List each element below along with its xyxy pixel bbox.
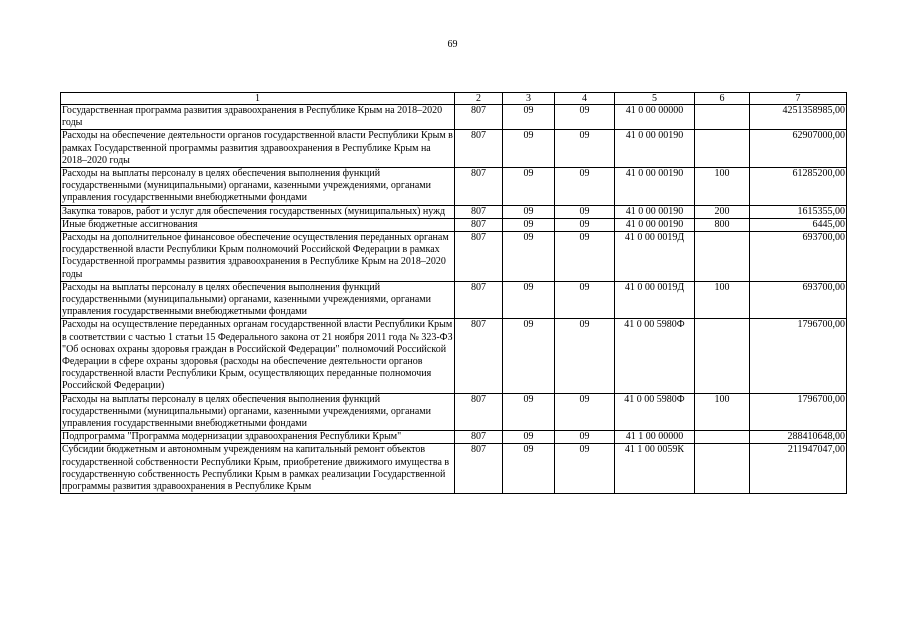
- row-code-ministry: 807: [455, 319, 503, 393]
- row-code-section: 09: [503, 130, 555, 168]
- row-code-ministry: 807: [455, 444, 503, 494]
- column-header: 6: [695, 93, 750, 105]
- row-code-section: 09: [503, 444, 555, 494]
- row-code-ministry: 807: [455, 393, 503, 431]
- table-row: [61, 393, 847, 431]
- row-name: Субсидии бюджетным и автономным учреждениям на капитальный ремонт объектов государственной собственности Республики Крым, приобретение движимого имущества в государственную собственность Республики Крым в рамках реализации Государственной программы развития здравоохранения в Республике Крым: [61, 444, 455, 494]
- row-code-expense-type: 100: [695, 168, 750, 206]
- row-amount: 288410648,00: [750, 431, 847, 444]
- row-code-ministry: 807: [455, 232, 503, 282]
- row-code-subsection: 09: [555, 232, 615, 282]
- row-amount: 4251358985,00: [750, 105, 847, 130]
- row-code-expense-type: 100: [695, 393, 750, 431]
- row-name: Расходы на осуществление переданных органам государственной власти Республики Крым в соответствии с частью 1 статьи 15 Федерального закона от 21 ноября 2011 года № 323-ФЗ "Об основах охраны здоровья граждан в Российской Федерации" полномочий Российской Федерации в сфере охраны здоровья (расходы на обеспечение деятельности органов государственной власти Республики Крым, осуществляющих переданные полномочия Российской Федерации): [62, 319, 453, 392]
- row-code-target: 41 0 00 0019Д: [615, 232, 695, 282]
- row-code-target: 41 0 00 00190: [615, 218, 695, 231]
- row-code-expense-type: [695, 319, 750, 393]
- column-header: 7: [750, 93, 847, 105]
- row-code-ministry: 807: [455, 205, 503, 218]
- row-amount: 6445,00: [750, 218, 847, 231]
- table-row: [61, 218, 847, 231]
- table-row: [61, 232, 847, 282]
- row-amount: 1615355,00: [750, 205, 847, 218]
- row-code-subsection: 09: [555, 319, 615, 393]
- column-header: 1: [61, 93, 455, 105]
- row-code-target: 41 0 00 00190: [615, 168, 695, 206]
- row-code-subsection: 09: [555, 393, 615, 431]
- row-amount: 211947047,00: [750, 444, 847, 494]
- row-code-subsection: 09: [555, 431, 615, 444]
- budget-table: [60, 92, 847, 494]
- table-row: [61, 431, 847, 444]
- row-code-target: 41 1 00 0059К: [615, 444, 695, 494]
- row-code-expense-type: [695, 105, 750, 130]
- row-name: Расходы на выплаты персоналу в целях обеспечения выполнения функций государственными (муниципальными) органами, казенными учреждениями, органами управления государственными внебюджетными фондами: [61, 281, 455, 319]
- table-row: [61, 444, 847, 494]
- row-code-expense-type: 800: [695, 218, 750, 231]
- row-code-section: 09: [503, 232, 555, 282]
- row-code-subsection: 09: [555, 130, 615, 168]
- row-amount: 1796700,00: [750, 319, 847, 393]
- row-name: Расходы на обеспечение деятельности органов государственной власти Республики Крым в рамках Государственной программы развития здравоохранения в Республике Крым на 2018–2020 годы: [62, 130, 453, 166]
- table-row: [61, 319, 847, 393]
- row-code-subsection: 09: [555, 281, 615, 319]
- row-code-section: 09: [503, 281, 555, 319]
- row-code-section: 09: [503, 319, 555, 393]
- row-code-target: 41 0 00 00190: [615, 205, 695, 218]
- row-name: Расходы на выплаты персоналу в целях обеспечения выполнения функций государственными (муниципальными) органами, казенными учреждениями, органами управления государственными внебюджетными фондами: [61, 393, 455, 431]
- row-amount: 1796700,00: [750, 393, 847, 431]
- row-name: Закупка товаров, работ и услуг для обеспечения государственных (муниципальных) нужд: [61, 205, 455, 218]
- table-row: [61, 281, 847, 319]
- row-code-expense-type: 200: [695, 205, 750, 218]
- row-amount: 62907000,00: [750, 130, 847, 168]
- row-code-ministry: 807: [455, 168, 503, 206]
- row-code-expense-type: [695, 431, 750, 444]
- row-name: Расходы на выплаты персоналу в целях обеспечения выполнения функций государственными (муниципальными) органами, казенными учреждениями, органами управления государственными внебюджетными фондами: [61, 168, 455, 206]
- row-code-expense-type: 100: [695, 281, 750, 319]
- table-header-row: [61, 93, 847, 105]
- column-header: 3: [503, 93, 555, 105]
- row-code-ministry: 807: [455, 218, 503, 231]
- row-code-target: 41 0 00 0019Д: [615, 281, 695, 319]
- row-code-section: 09: [503, 218, 555, 231]
- table-row: [61, 205, 847, 218]
- row-code-target: 41 0 00 00000: [615, 105, 695, 130]
- table-row: [61, 168, 847, 206]
- row-code-section: 09: [503, 205, 555, 218]
- column-header: 5: [615, 93, 695, 105]
- row-code-section: 09: [503, 168, 555, 206]
- row-code-expense-type: [695, 130, 750, 168]
- row-code-subsection: 09: [555, 205, 615, 218]
- row-code-subsection: 09: [555, 105, 615, 130]
- column-header: 2: [455, 93, 503, 105]
- row-code-section: 09: [503, 431, 555, 444]
- row-name: Расходы на дополнительное финансовое обеспечение осуществления переданных органам государственной власти Республики Крым полномочий Российской Федерации в рамках Государственной программы развития здравоохранения в Республике Крым на 2018–2020 годы: [61, 232, 455, 282]
- row-code-section: 09: [503, 105, 555, 130]
- row-name: Государственная программа развития здравоохранения в Республике Крым на 2018–2020 годы: [61, 105, 455, 130]
- row-code-ministry: 807: [455, 105, 503, 130]
- row-code-ministry: 807: [455, 130, 503, 168]
- row-amount: 61285200,00: [750, 168, 847, 206]
- row-code-target: 41 0 00 5980Ф: [615, 393, 695, 431]
- row-amount: 693700,00: [750, 232, 847, 282]
- row-code-target: 41 0 00 5980Ф: [615, 319, 695, 393]
- row-code-ministry: 807: [455, 431, 503, 444]
- row-code-target: 41 1 00 00000: [615, 431, 695, 444]
- row-code-subsection: 09: [555, 218, 615, 231]
- row-code-subsection: 09: [555, 168, 615, 206]
- row-code-target: 41 0 00 00190: [615, 130, 695, 168]
- column-header: 4: [555, 93, 615, 105]
- page-number: 69: [447, 39, 458, 50]
- table-row: [61, 130, 847, 168]
- row-amount: 693700,00: [750, 281, 847, 319]
- row-code-expense-type: [695, 232, 750, 282]
- row-code-ministry: 807: [455, 281, 503, 319]
- row-code-section: 09: [503, 393, 555, 431]
- row-name: Подпрограмма "Программа модернизации здравоохранения Республики Крым": [61, 431, 455, 444]
- row-name: Иные бюджетные ассигнования: [61, 218, 455, 231]
- row-code-expense-type: [695, 444, 750, 494]
- row-code-subsection: 09: [555, 444, 615, 494]
- table-row: [61, 105, 847, 130]
